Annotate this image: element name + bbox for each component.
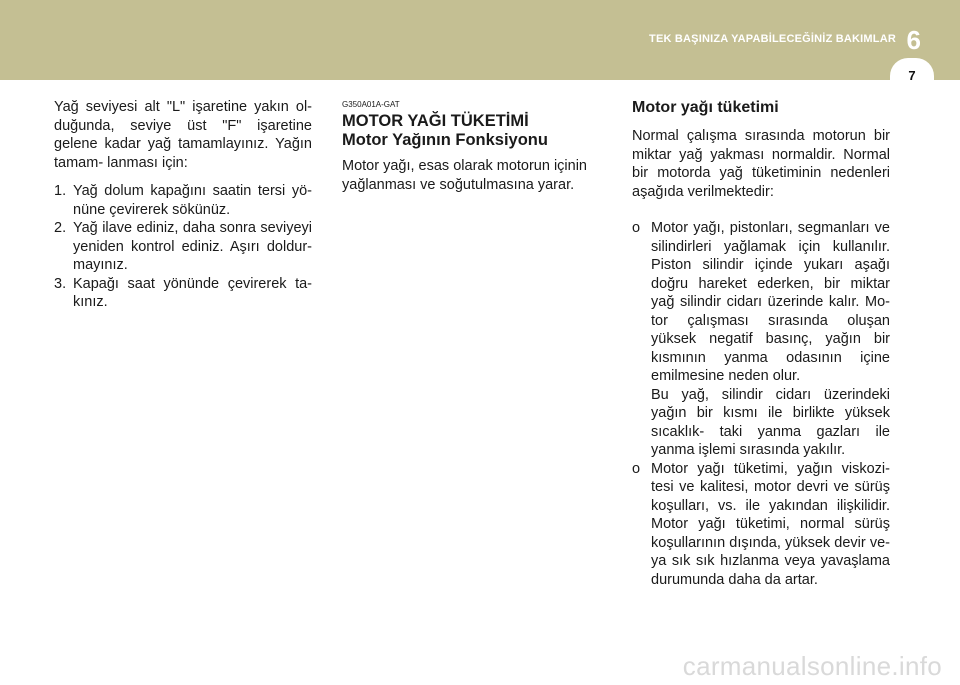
chapter-title: TEK BAŞINIZA YAPABİLECEĞİNİZ BAKIMLAR — [649, 33, 896, 45]
refill-steps-list — [54, 182, 312, 312]
step-number: 3. — [54, 275, 67, 292]
column-left — [54, 98, 312, 312]
bullet-text: Motor yağı, pistonları, segmanları ve silindirleri yağlamak için kullanılır. Piston silindir içinde yukarı aşağı doğru hareket ederken, bir miktar yağ silindir cidarı üzerinde kalır. Mo- tor çalışması sırasında oluşan yüksek negatif basınç, yağın bir kısmının yanma odasının içine emilmesine neden olur. — [651, 220, 890, 384]
step-text: Yağ dolum kapağını saatin tersi yö- nüne çevirerek sökünüz. — [73, 183, 312, 218]
chapter-number: 6 — [906, 25, 921, 55]
step-text: Yağ ilave ediniz, daha sonra seviyeyi yeniden kontrol ediniz. Aşırı doldur- mayınız. — [73, 220, 312, 273]
section-code: G350A01A-GAT — [342, 100, 400, 109]
oil-function-text: Motor yağı, esas olarak motorun içinin yağlanması ve soğutulmasına yarar. — [342, 158, 587, 193]
step-number: 2. — [54, 220, 67, 236]
step-text: Kapağı saat yönünde çevirerek ta- kınız. — [73, 275, 312, 310]
oil-level-intro: Yağ seviyesi alt "L" işaretine yakın ol- duğunda, seviye üst "F" işaretine gelene kadar yağ tamamlayınız. Yağın tamam- lanması için: — [54, 99, 312, 171]
list-item — [54, 275, 312, 312]
list-item — [54, 182, 312, 219]
bullet-text: Bu yağ, silindir cidarı üzerindeki yağın bir kısmı ile birlikte yüksek sıcaklık- taki yanma gazları ile yanma işlemi sırasında yakılır. — [651, 386, 890, 458]
watermark: carmanualsonline.info — [682, 651, 942, 681]
consumption-reasons-list — [632, 219, 890, 589]
list-item — [54, 219, 312, 275]
section-subheading: Motor Yağının Fonksiyonu — [342, 131, 548, 149]
page-number: 7 — [908, 68, 916, 83]
bullet-marker: o — [632, 220, 641, 236]
consumption-heading: Motor yağı tüketimi — [632, 99, 779, 116]
list-item — [632, 219, 890, 460]
section-heading: MOTOR YAĞI TÜKETİMİ — [342, 112, 529, 130]
bullet-text: Motor yağı tüketimi, yağın viskozi- tesi ve kalitesi, motor devri ve sürüş koşulları, vs. ile yakından ilişkilidir. Motor yağı tüketimi, normal sürüş koşullarının dışında, yüksek devir ve- ya sık sık hızlanma veya yavaşlama durumunda daha da artar. — [651, 460, 890, 588]
list-item — [632, 460, 890, 590]
header-band — [0, 0, 960, 80]
column-right — [632, 98, 890, 589]
consumption-intro: Normal çalışma sırasında motorun bir miktar yağ yakması normaldir. Normal bir motorda yağ tüketiminin nedenleri aşağıda verilmektedir: — [632, 128, 890, 200]
column-middle — [342, 98, 604, 194]
page-number-tab — [890, 58, 934, 94]
bullet-marker: o — [632, 460, 641, 477]
step-number: 1. — [54, 183, 67, 199]
